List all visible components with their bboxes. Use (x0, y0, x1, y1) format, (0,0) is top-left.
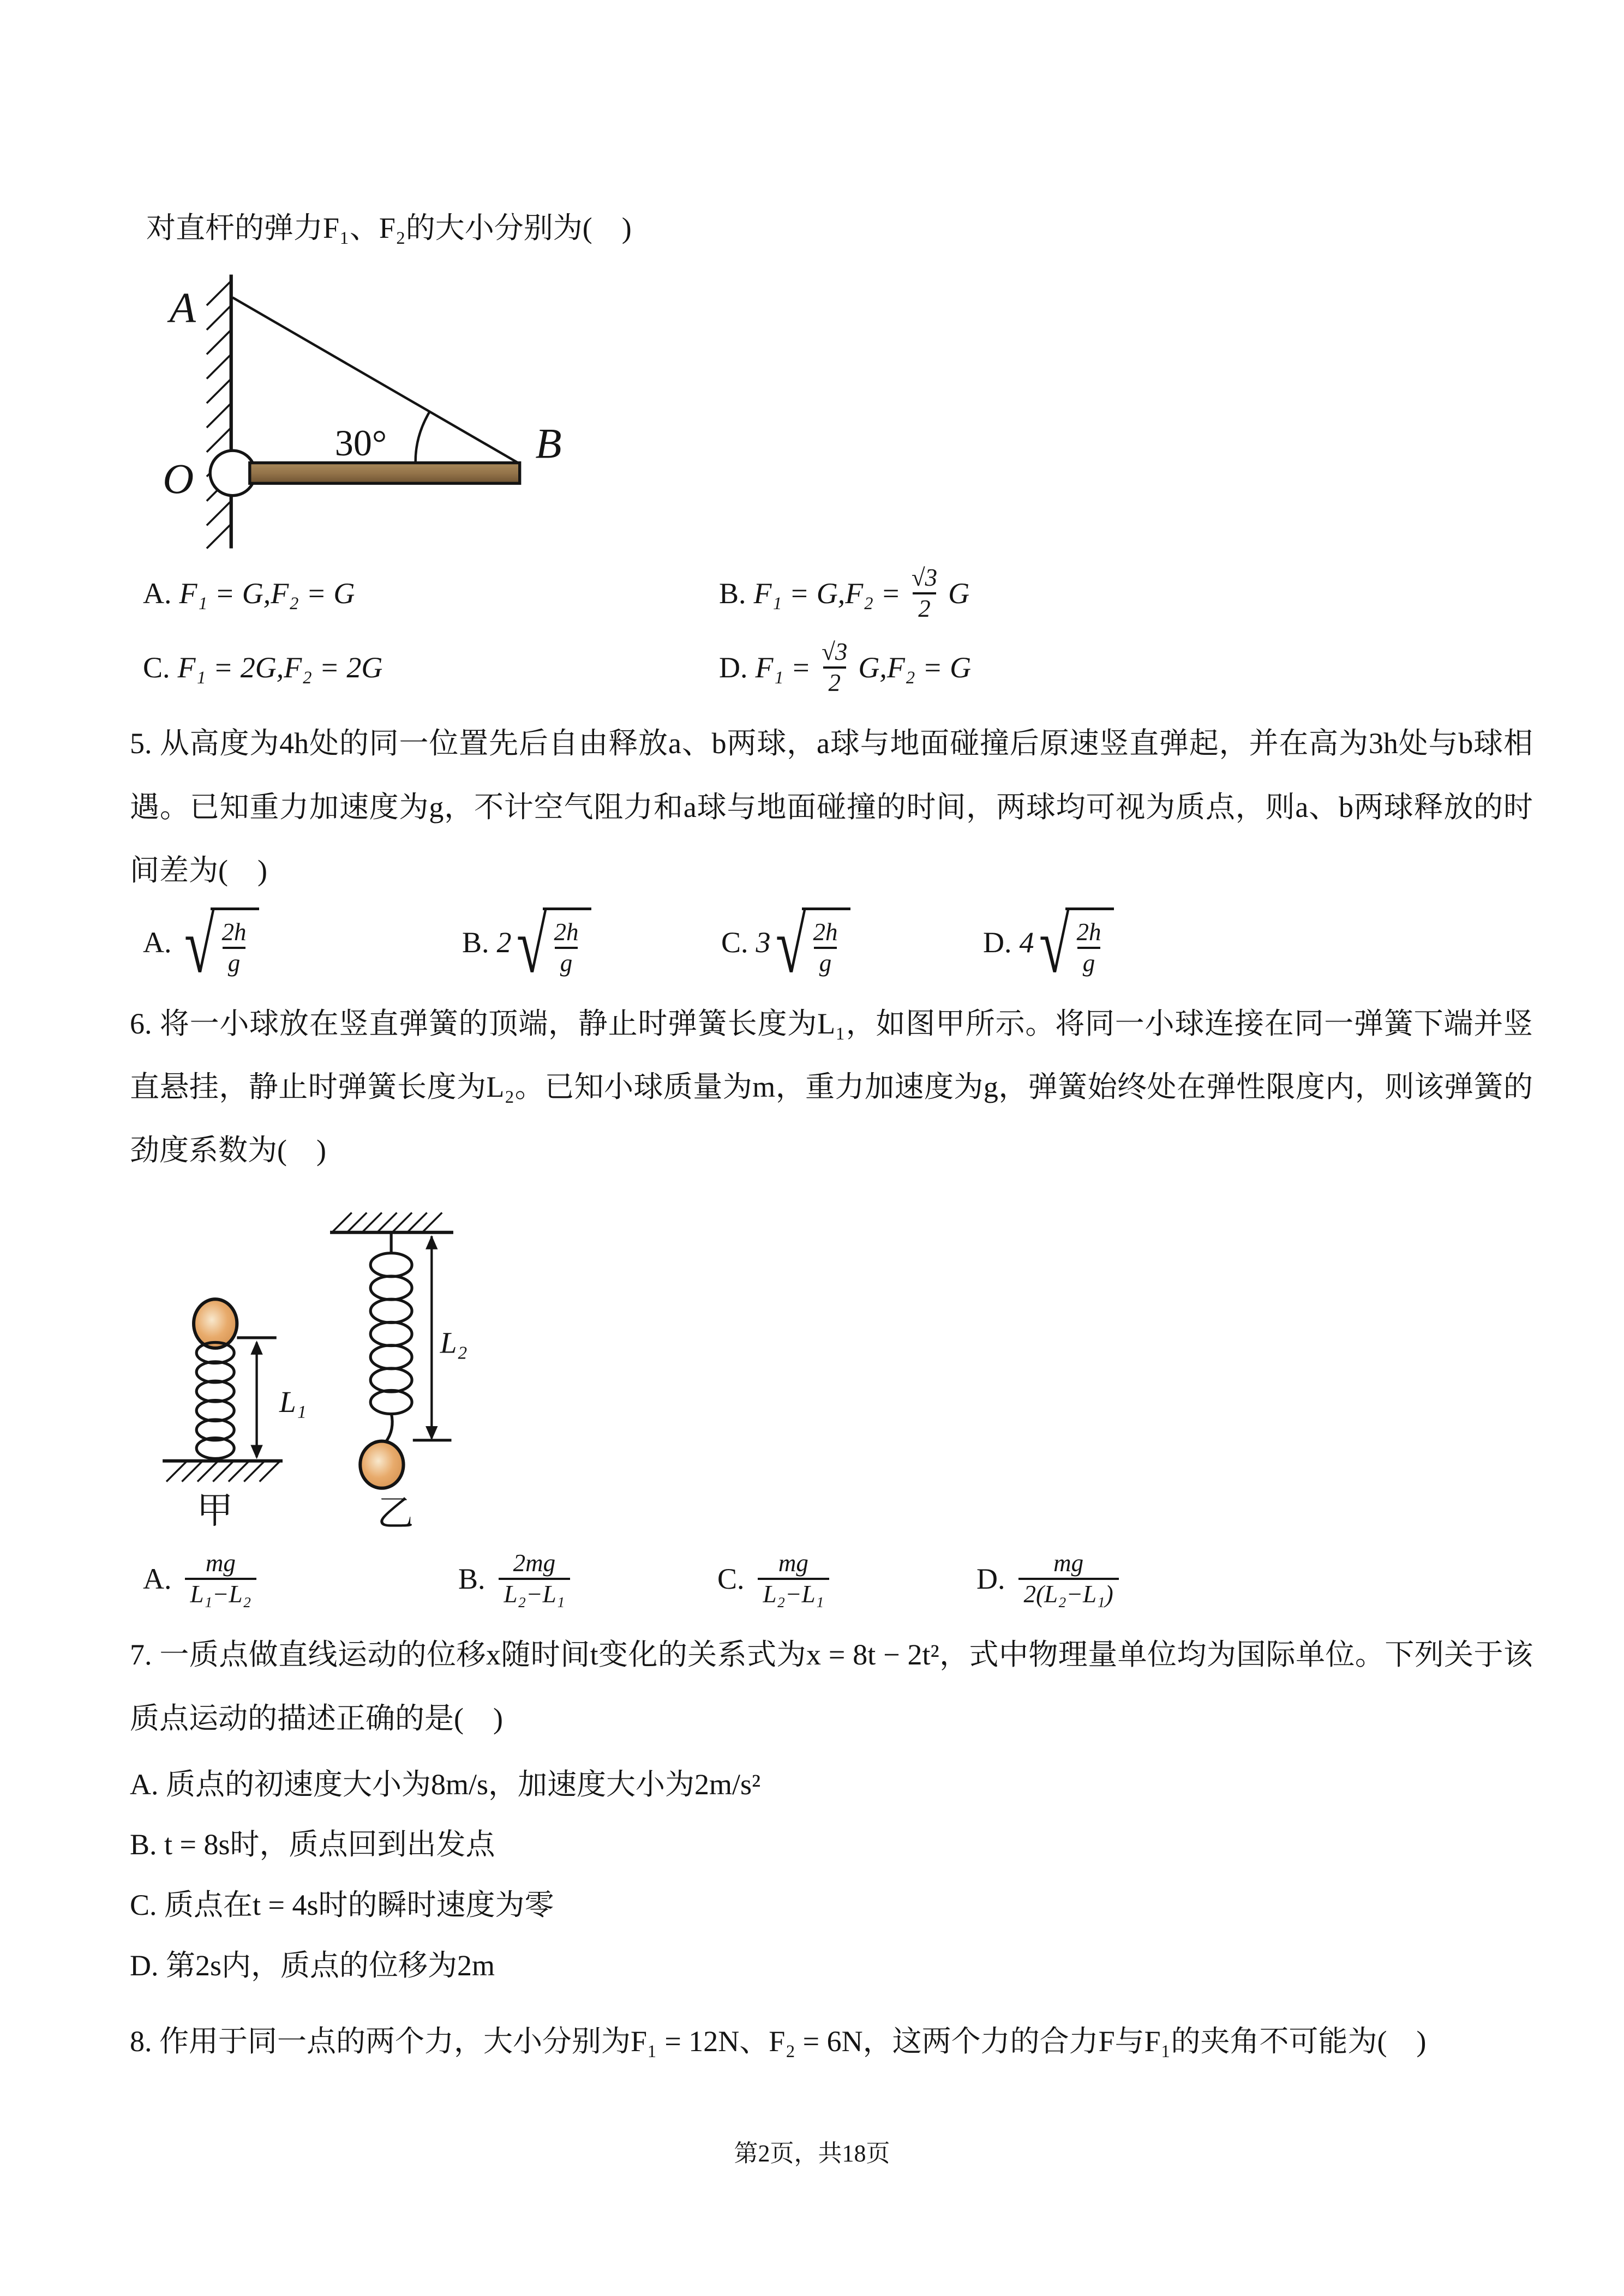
option-formula: F₁ = (755, 651, 811, 684)
option-label: B. (719, 577, 746, 610)
angle-arc (416, 412, 430, 463)
option-formula: F₁ = 2G,F₂ = 2G (177, 651, 383, 684)
q4-option-d (719, 638, 1533, 698)
q6-option-c (717, 1549, 976, 1609)
arrowhead-down-icon (426, 1426, 438, 1440)
option-formula: G (948, 577, 970, 610)
fraction-denominator: 2 (823, 666, 847, 698)
l1-label: L₁ (279, 1385, 307, 1419)
q5-text: 5. 从高度为4h处的同一位置先后自由释放a、b两球，a球与地面碰撞后原速竖直弹起，并在高为3h处与b球相遇。已知重力加速度为g，不计空气阻力和a球与地面碰撞的时间，两球均可视为质点，则a、b两球释放的时间差为( ) (130, 727, 1533, 887)
square-root: √ $\frac{2h}{g}$ (1038, 907, 1114, 978)
right-figure-caption: 乙 (377, 1493, 414, 1534)
fraction-denominator: 2(L₂−L₁) (1018, 1578, 1119, 1609)
option-text: 第2s内，质点的位移为2m (166, 1949, 495, 1982)
left-figure-caption: 甲 (196, 1490, 233, 1531)
option-label: C. (143, 651, 170, 684)
option-text: 质点的初速度大小为8m/s，加速度大小为2m/s² (166, 1768, 761, 1801)
rod-bar (250, 463, 520, 484)
option-text: t = 8s时，质点回到出发点 (164, 1828, 495, 1861)
option-formula: F₁ = G,F₂ = G (179, 577, 355, 610)
q4-rod-diagram (144, 267, 1533, 558)
q7-text: 7. 一质点做直线运动的位移x随时间t变化的关系式为x = 8t − 2t²，式中物理量单位均为国际单位。下列关于该质点运动的描述正确的是( ) (130, 1638, 1533, 1735)
rod-diagram-svg (144, 267, 609, 551)
fraction-numerator: 2h (554, 918, 579, 946)
fraction-numerator: mg (205, 1549, 236, 1577)
q4-option-b (719, 563, 1533, 623)
q6-options (143, 1549, 1533, 1609)
q7-options (130, 1754, 1533, 1996)
l2-label: L₂ (440, 1326, 468, 1360)
q4-options (143, 563, 1533, 698)
q7-option-d (130, 1936, 1533, 1996)
fraction (1018, 1549, 1119, 1609)
option-label: A. (130, 1768, 159, 1801)
q6-spring-diagram (141, 1187, 1533, 1542)
fraction-denominator: L₂−L₁ (758, 1578, 830, 1609)
option-formula: F₁ = G,F₂ = (753, 577, 901, 610)
q5-option-d (983, 900, 1533, 990)
fraction-denominator: L₁−L₂ (185, 1578, 257, 1609)
option-label: C. (721, 926, 748, 959)
arrowhead-up-icon (250, 1341, 262, 1355)
radicand (543, 907, 591, 978)
fraction-denominator: g (814, 947, 837, 978)
point-a-label: A (169, 284, 196, 332)
fraction (499, 1549, 571, 1609)
radicand (1065, 907, 1114, 978)
q6-option-a (143, 1549, 458, 1609)
q7-option-c (130, 1875, 1533, 1936)
option-label: D. (983, 926, 1012, 959)
option-label: D. (719, 651, 748, 684)
fraction-numerator: 2h (813, 918, 838, 946)
q5-option-c (721, 900, 983, 990)
ceiling-hatching-icon (333, 1213, 442, 1231)
page-content (130, 196, 1533, 2073)
q5-option-b (462, 900, 721, 990)
fraction-numerator: 2mg (513, 1549, 556, 1577)
q4-option-c (143, 651, 719, 684)
fraction-numerator: mg (1053, 1549, 1084, 1577)
radicand (211, 907, 259, 978)
fraction (807, 918, 843, 978)
square-root: √ $\frac{2h}{g}$ (515, 907, 592, 978)
fraction (758, 1549, 830, 1609)
fraction-numerator: 2h (221, 918, 247, 946)
square-root: √ $\frac{2h}{g}$ (774, 907, 851, 978)
spring-diagram-svg (141, 1187, 588, 1535)
arrowhead-up-icon (426, 1235, 438, 1249)
fraction (185, 1549, 257, 1609)
spring-coils (370, 1253, 412, 1414)
option-label: A. (143, 1562, 172, 1596)
option-label: A. (143, 926, 172, 959)
arrowhead-down-icon (250, 1445, 262, 1459)
fraction-numerator: mg (778, 1549, 808, 1577)
radical-coefficient: 4 (1019, 926, 1034, 959)
option-label: B. (458, 1562, 486, 1596)
q7-option-b (130, 1814, 1533, 1875)
fraction-denominator: 2 (913, 592, 936, 623)
q4-intro-text: 对直杆的弹力F₁、F₂的大小分别为( ) (146, 212, 632, 244)
fraction-numerator: √3 (911, 564, 938, 592)
fraction (548, 918, 584, 978)
q4-option-a (143, 576, 719, 610)
option-label: B. (462, 926, 489, 959)
q6-option-b (458, 1549, 717, 1609)
fraction (816, 638, 853, 698)
fraction (1071, 918, 1106, 978)
radicand (802, 907, 850, 978)
option-label: C. (130, 1888, 157, 1921)
square-root: √ $\frac{2h}{g}$ (183, 907, 260, 978)
radical-coefficient: 3 (756, 926, 771, 959)
option-label: C. (717, 1562, 745, 1596)
spring-bottom-connector (386, 1413, 392, 1442)
point-o-label: O (163, 455, 194, 503)
q8-text: 8. 作用于同一点的两个力，大小分别为F₁ = 12N、F₂ = 6N，这两个力的合力F与F₁的夹角不可能为( ) (130, 2025, 1427, 2058)
spring-standing-figure (163, 1299, 307, 1531)
fraction-numerator: 2h (1076, 918, 1101, 946)
option-label: D. (976, 1562, 1005, 1596)
option-formula: G,F₂ = G (858, 651, 972, 684)
fraction-numerator: √3 (822, 638, 848, 666)
ground-hatching-icon (166, 1462, 279, 1482)
fraction-denominator: g (223, 947, 246, 978)
fraction-denominator: g (555, 947, 578, 978)
fraction-denominator: L₂−L₁ (499, 1578, 571, 1609)
ball-icon (194, 1299, 237, 1348)
q5-option-a (143, 900, 462, 990)
angle-label: 30° (334, 422, 387, 464)
page-number-footer: 第2页，共18页 (734, 2140, 890, 2167)
q5-options (143, 900, 1533, 990)
point-b-label: B (535, 420, 562, 468)
option-label: D. (130, 1949, 159, 1982)
option-label: B. (130, 1828, 157, 1861)
fraction (216, 918, 251, 978)
option-text: 质点在t = 4s时的瞬时速度为零 (164, 1888, 554, 1921)
q6-option-d (976, 1549, 1533, 1609)
spring-hanging-figure (330, 1213, 468, 1534)
q6-text: 6. 将一小球放在竖直弹簧的顶端，静止时弹簧长度为L₁，如图甲所示。将同一小球连接在同一弹簧下端并竖直悬挂，静止时弹簧长度为L₂。已知小球质量为m，重力加速度为g，弹簧始终处在弹性限度内，则该弹簧的劲度系数为( ) (130, 1007, 1533, 1167)
fraction-denominator: g (1077, 947, 1101, 978)
wall-hatching-icon (207, 282, 230, 549)
radical-coefficient: 2 (496, 926, 512, 959)
fraction (906, 563, 943, 623)
q7-option-a (130, 1754, 1533, 1815)
option-label: A. (143, 577, 172, 610)
spring-coils (196, 1343, 234, 1459)
ball-icon (360, 1441, 403, 1488)
